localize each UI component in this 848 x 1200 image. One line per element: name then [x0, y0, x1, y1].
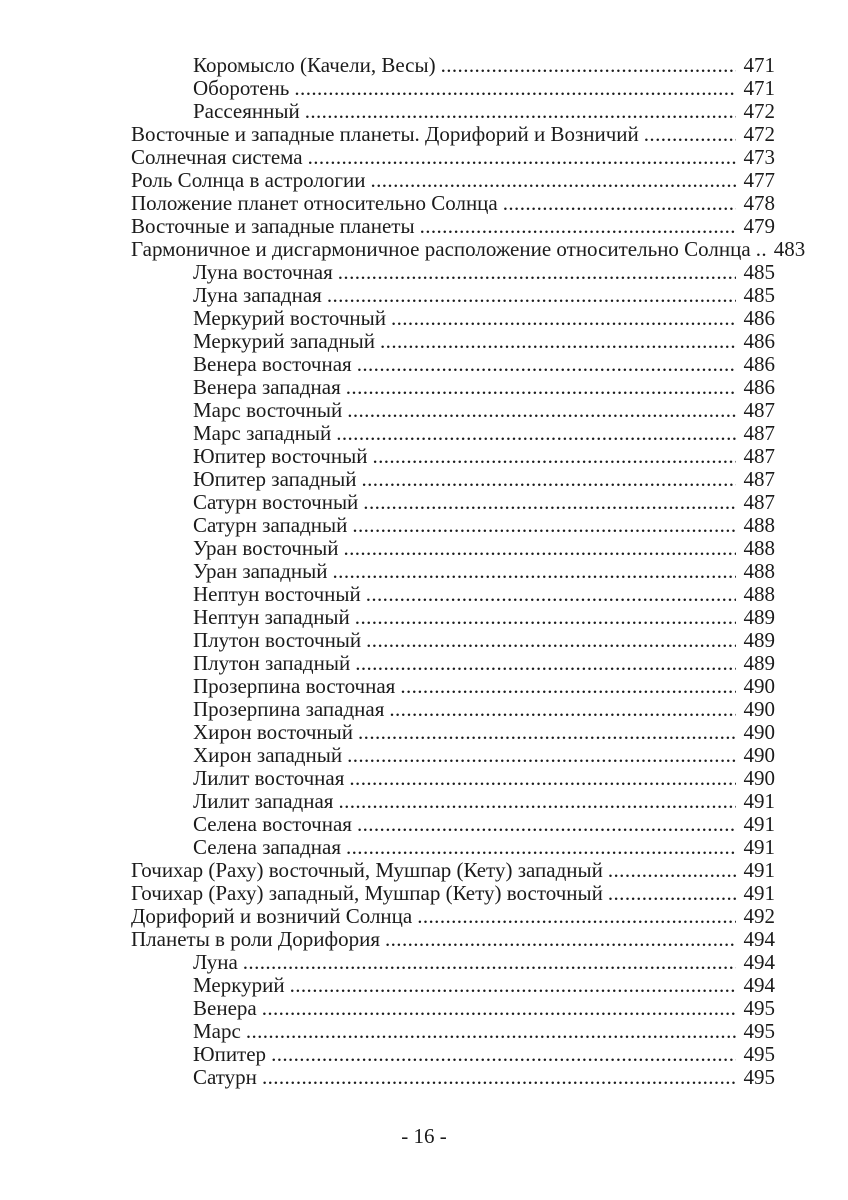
toc-entry-label: Положение планет относительно Солнца	[131, 191, 498, 215]
toc-entry-label: Гочихар (Раху) западный, Мушпар (Кету) восточный	[131, 881, 603, 905]
dotted-leader	[391, 307, 736, 330]
toc-entry-page: 479	[743, 214, 775, 238]
toc-entry-page: 488	[743, 582, 775, 606]
toc-entry-label: Планеты в роли Дорифория	[131, 927, 380, 951]
dotted-leader	[308, 146, 736, 169]
toc-entry-page: 472	[743, 99, 775, 123]
toc-entry-label: Восточные и западные планеты. Дорифорий и Возничий	[131, 122, 639, 146]
toc-entry-label: Меркурий восточный	[193, 306, 386, 330]
toc-entry-page: 494	[743, 950, 775, 974]
toc-entry	[131, 951, 775, 974]
toc-entry	[131, 399, 775, 422]
toc-entry-label: Прозерпина восточная	[193, 674, 396, 698]
toc-entry	[131, 652, 775, 675]
toc-entry	[131, 744, 775, 767]
dotted-leader	[305, 100, 736, 123]
toc-entry-page: 489	[743, 605, 775, 629]
toc-entry-page: 486	[743, 306, 775, 330]
dotted-leader	[271, 1043, 735, 1066]
toc-entry	[131, 675, 775, 698]
dotted-leader	[246, 1020, 736, 1043]
toc-entry-label: Юпитер восточный	[193, 444, 368, 468]
toc-entry	[131, 974, 775, 997]
toc-entry-label: Рассеянный	[193, 99, 300, 123]
toc-entry-page: 494	[743, 973, 775, 997]
toc-entry-page: 486	[743, 352, 775, 376]
dotted-leader	[327, 284, 736, 307]
toc-entry	[131, 100, 775, 123]
toc-entry	[131, 583, 775, 606]
toc-entry-label: Селена восточная	[193, 812, 352, 836]
toc-entry-label: Юпитер западный	[193, 467, 357, 491]
toc-entry-label: Гочихар (Раху) восточный, Мушпар (Кету) западный	[131, 858, 603, 882]
dotted-leader	[361, 468, 735, 491]
toc-entry-page: 490	[743, 674, 775, 698]
toc-entry-page: 487	[743, 444, 775, 468]
toc-entry-label: Сатурн восточный	[193, 490, 359, 514]
toc-entry-label: Луна западная	[193, 283, 322, 307]
toc-entry-label: Селена западная	[193, 835, 341, 859]
toc-entry	[131, 376, 775, 399]
page-number-footer: - 16 -	[401, 1124, 447, 1148]
toc-entry	[131, 353, 775, 376]
toc-entry-page: 495	[743, 1042, 775, 1066]
toc-entry-label: Меркурий западный	[193, 329, 376, 353]
toc-entry	[131, 192, 775, 215]
dotted-leader	[338, 790, 735, 813]
toc-entry-label: Сатурн западный	[193, 513, 348, 537]
dotted-leader	[262, 997, 736, 1020]
toc-entry-page: 487	[743, 467, 775, 491]
toc-entry-page: 491	[743, 858, 775, 882]
toc-entry-page: 471	[743, 53, 775, 77]
dotted-leader	[608, 882, 736, 905]
dotted-leader	[357, 813, 736, 836]
toc-entry-label: Венера западная	[193, 375, 341, 399]
toc-entry-page: 495	[743, 1065, 775, 1089]
dotted-leader	[346, 836, 736, 859]
toc-entry-page: 490	[743, 697, 775, 721]
dotted-leader	[355, 606, 736, 629]
dotted-leader	[441, 54, 736, 77]
toc-entry	[131, 698, 775, 721]
toc-entry	[131, 928, 775, 951]
toc-entry	[131, 560, 775, 583]
dotted-leader	[346, 376, 736, 399]
toc-entry-label: Нептун западный	[193, 605, 350, 629]
dotted-leader	[503, 192, 736, 215]
dotted-leader	[343, 537, 735, 560]
toc-entry	[131, 284, 775, 307]
dotted-leader	[336, 422, 735, 445]
toc-entry	[131, 1020, 775, 1043]
toc-entry	[131, 882, 775, 905]
toc-entry-label: Марс восточный	[193, 398, 343, 422]
toc-entry-page: 477	[743, 168, 775, 192]
toc-entry	[131, 859, 775, 882]
toc-entry	[131, 445, 775, 468]
toc-entry	[131, 491, 775, 514]
toc-entry	[131, 54, 775, 77]
toc-entry	[131, 77, 775, 100]
toc-entry-label: Лилит западная	[193, 789, 334, 813]
dotted-leader	[358, 721, 735, 744]
toc-entry-page: 490	[743, 766, 775, 790]
toc-entry-label: Хирон восточный	[193, 720, 354, 744]
dotted-leader	[294, 77, 735, 100]
toc-entry	[131, 215, 775, 238]
dotted-leader	[355, 652, 735, 675]
toc-entry-label: Марс западный	[193, 421, 332, 445]
toc-entry-page: 495	[743, 996, 775, 1020]
toc-entry-label: Дорифорий и возничий Солнца	[131, 904, 413, 928]
toc-entry	[131, 813, 775, 836]
dotted-leader	[290, 974, 736, 997]
toc-entry-label: Марс	[193, 1019, 241, 1043]
toc-entry-page: 489	[743, 651, 775, 675]
dotted-leader	[372, 445, 735, 468]
dotted-leader	[338, 261, 736, 284]
dotted-leader	[347, 744, 735, 767]
toc-entry	[131, 836, 775, 859]
toc-entry-label: Луна восточная	[193, 260, 333, 284]
toc-entry	[131, 261, 775, 284]
dotted-leader	[366, 583, 736, 606]
table-of-contents	[131, 53, 806, 1089]
toc-entry	[131, 330, 775, 353]
toc-entry	[131, 790, 775, 813]
toc-entry-label: Лилит восточная	[193, 766, 345, 790]
toc-entry-page: 487	[743, 490, 775, 514]
toc-entry-page: 473	[743, 145, 775, 169]
toc-entry-label: Юпитер	[193, 1042, 267, 1066]
toc-entry	[131, 997, 775, 1020]
dotted-leader	[370, 169, 735, 192]
toc-entry-page: 490	[743, 743, 775, 767]
toc-entry	[131, 1066, 775, 1089]
dotted-leader	[352, 514, 735, 537]
toc-entry-page: 485	[743, 283, 775, 307]
toc-entry-label: Нептун восточный	[193, 582, 361, 606]
toc-entry-label: Хирон западный	[193, 743, 343, 767]
toc-entry-label: Меркурий	[193, 973, 285, 997]
toc-entry-page: 478	[743, 191, 775, 215]
toc-entry-label: Венера восточная	[193, 352, 352, 376]
dotted-leader	[756, 238, 766, 261]
dotted-leader	[363, 491, 735, 514]
toc-entry	[131, 422, 775, 445]
dotted-leader	[417, 905, 735, 928]
toc-entry-page: 485	[743, 260, 775, 284]
toc-entry	[131, 123, 775, 146]
dotted-leader	[385, 928, 736, 951]
dotted-leader	[357, 353, 736, 376]
toc-entry-label: Прозерпина западная	[193, 697, 385, 721]
toc-entry-page: 486	[743, 329, 775, 353]
dotted-leader	[333, 560, 736, 583]
toc-entry	[131, 629, 775, 652]
toc-entry-label: Гармоничное и дисгармоничное расположение относительно Солнца	[131, 237, 751, 261]
dotted-leader	[644, 123, 736, 146]
dotted-leader	[262, 1066, 736, 1089]
toc-entry-label: Коромысло (Качели, Весы)	[193, 53, 436, 77]
toc-entry	[131, 767, 775, 790]
toc-entry-page: 490	[743, 720, 775, 744]
dotted-leader	[389, 698, 735, 721]
toc-entry-page: 488	[743, 559, 775, 583]
dotted-leader	[420, 215, 736, 238]
toc-entry	[131, 1043, 775, 1066]
dotted-leader	[608, 859, 736, 882]
toc-entry	[131, 514, 775, 537]
toc-entry-page: 491	[743, 881, 775, 905]
dotted-leader	[366, 629, 735, 652]
toc-entry-label: Восточные и западные планеты	[131, 214, 415, 238]
toc-entry-page: 486	[743, 375, 775, 399]
toc-entry-page: 472	[743, 122, 775, 146]
toc-entry-label: Солнечная система	[131, 145, 303, 169]
dotted-leader	[380, 330, 735, 353]
toc-entry-label: Плутон западный	[193, 651, 351, 675]
toc-entry	[131, 237, 806, 261]
toc-entry-page: 483	[773, 237, 806, 261]
toc-entry-label: Луна	[193, 950, 238, 974]
toc-entry-page: 494	[743, 927, 775, 951]
toc-entry-page: 491	[743, 789, 775, 813]
toc-entry-label: Сатурн	[193, 1065, 257, 1089]
toc-entry-page: 491	[743, 812, 775, 836]
toc-entry-label: Уран восточный	[193, 536, 339, 560]
toc-entry-page: 489	[743, 628, 775, 652]
toc-entry-page: 487	[743, 421, 775, 445]
toc-entry-page: 488	[743, 513, 775, 537]
toc-entry	[131, 606, 775, 629]
toc-entry-label: Уран западный	[193, 559, 328, 583]
toc-entry	[131, 468, 775, 491]
dotted-leader	[347, 399, 735, 422]
toc-entry-page: 471	[743, 76, 775, 100]
dotted-leader	[400, 675, 735, 698]
toc-entry	[131, 905, 775, 928]
toc-entry	[131, 146, 775, 169]
toc-entry-label: Венера	[193, 996, 257, 1020]
toc-entry-page: 495	[743, 1019, 775, 1043]
toc-entry	[131, 307, 775, 330]
toc-entry-page: 492	[743, 904, 775, 928]
toc-entry	[131, 721, 775, 744]
toc-entry	[131, 169, 775, 192]
toc-entry-page: 491	[743, 835, 775, 859]
dotted-leader	[349, 767, 735, 790]
toc-entry	[131, 537, 775, 560]
toc-entry-label: Плутон восточный	[193, 628, 362, 652]
toc-entry-page: 487	[743, 398, 775, 422]
toc-entry-label: Оборотень	[193, 76, 290, 100]
toc-entry-label: Роль Солнца в астрологии	[131, 168, 366, 192]
dotted-leader	[243, 951, 736, 974]
toc-entry-page: 488	[743, 536, 775, 560]
